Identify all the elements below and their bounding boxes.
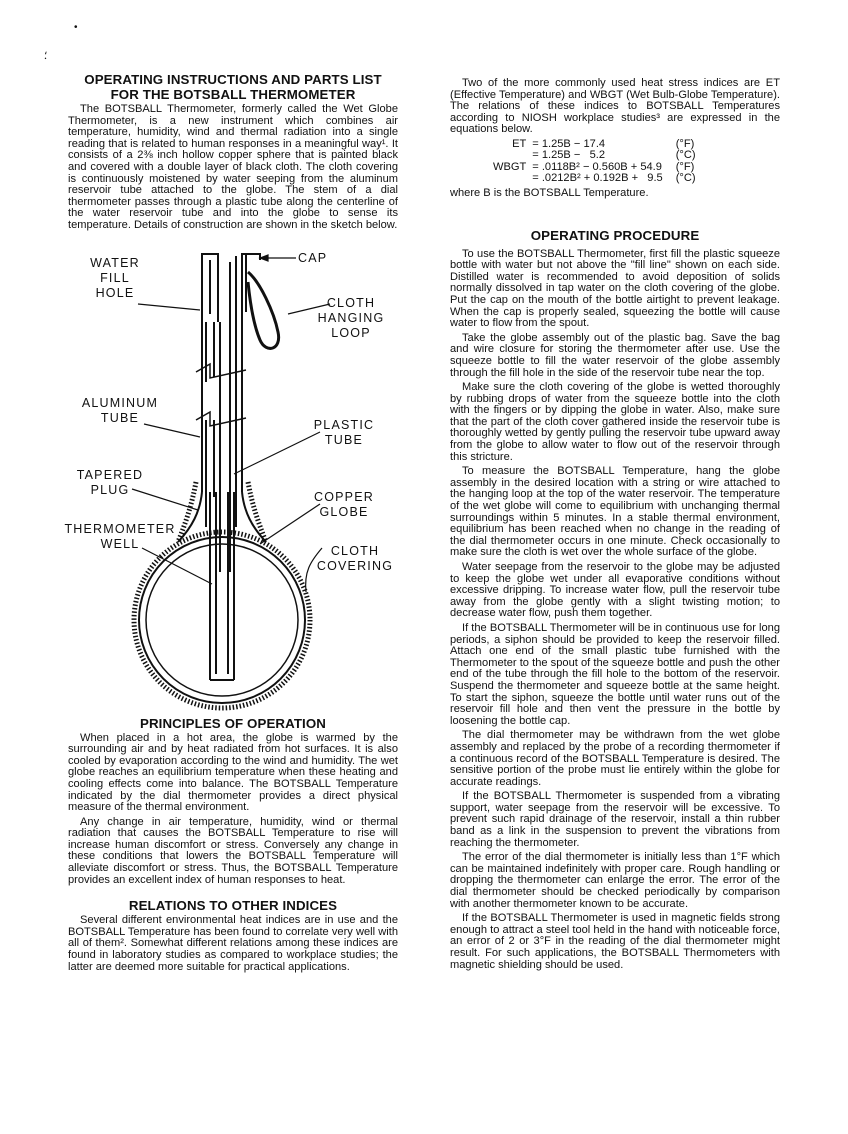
label-line: WATER (90, 255, 140, 270)
label-thermometer-well (60, 522, 180, 552)
indices-intro-paragraph: Two of the more commonly used heat stress indices are ET (Effective Temperature) and WBGT (Wet Bulb-Globe Temperature). The relations of these indices to BOTSBALL Temperatures according to NIOSH workplace studies³ are expressed in the equations below. (450, 77, 780, 136)
label-line: GLOBE (319, 504, 369, 519)
principles-paragraph-1: When placed in a hot area, the globe is warmed by the surrounding air and by heat radiated from hot surfaces. It is also cooled by evaporation according to the wind and humidity. The wet globe reaches an equilibrium temperature when these heating and cooling effects come into balance. The BOTSBALL Temperature indicated by the dial thermometer provides a direct physical measure of the thermal environment. (68, 731, 398, 814)
equation-row (490, 173, 699, 185)
intro-paragraph: The BOTSBALL Thermometer, formerly called the Wet Globe Thermometer, is a new instrument which combines air temperature, humidity, wind and thermal radiation into a single reading that is related to human responses in a meaningful way¹. It consists of a 2⅜ inch hollow copper sphere that is painted black and covered with a double layer of black cloth. The cloth covering is continuously moistened by water seeping from the aluminum reservoir tube attached to the globe. The stem of a dial thermometer passes through a plastic tube along the centerline of the water reservoir tube and into the globe to sense its temperature. Details of construction are shown in the sketch below. (68, 103, 398, 231)
label-line: PLUG (90, 482, 130, 497)
equation-unit: (°F) (675, 137, 695, 150)
equation-unit: (°C) (675, 172, 696, 185)
label-line: COPPER (314, 489, 374, 504)
label-cloth-hanging-loop (312, 296, 390, 341)
procedure-paragraph-6: If the BOTSBALL Thermometer will be in continuous use for long periods, a siphon should be provided to keep the reservoir filled. Attach one end of the small plastic tube furnished with the Thermometer to the spout of the squeeze bottle and push the other end of the tube through the fill hole to the bottom of the reservoir. Suspend the thermometer and squeeze bottle at the same height. To start the siphon, squeeze the bottle until water runs out of the reservoir fill hole and then vent the pressure in the bottle by loosening the bottle cap. (450, 621, 780, 727)
label-copper-globe (310, 490, 378, 520)
equation-unit: (°F) (675, 160, 695, 173)
equation-rhs: = .0118B² − 0.560B + 54.9 (532, 160, 662, 173)
label-line: TAPERED (76, 467, 144, 482)
label-line: HOLE (95, 285, 135, 300)
equations-block (450, 139, 780, 185)
label-tapered-plug (68, 468, 152, 498)
document-title-line-2: FOR THE BOTSBALL THERMOMETER (110, 87, 356, 102)
procedure-paragraph-10: If the BOTSBALL Thermometer is used in magnetic fields strong enough to attract a steel tool held in the hand with noticeable force, an error of 2 or 3°F in the reading of the dial thermometer might result. For such applications, the BOTSBALL Thermometers with magnetic shielding should be used. (450, 912, 780, 971)
label-line: COVERING (316, 558, 394, 573)
procedure-paragraph-1: To use the BOTSBALL Thermometer, first fill the plastic squeeze bottle with water but not above the "fill line" shown on each side. Distilled water is recommended to avoid deposition of solids normally dissolved in tap water on the cloth covering of the globe. Put the cap on the mouth of the bottle airtight to prevent leakage. When the cap is properly sealed, squeezing the bottle will cause water to flow from the spout. (450, 247, 780, 330)
relations-heading: RELATIONS TO OTHER INDICES (128, 898, 338, 914)
procedure-paragraph-2: Take the globe assembly out of the plastic bag. Save the bag and wire closure for storing the thermometer after use. Use the squeeze bottle to fill the water reservoir of the globe assembly through the fill hole in the side of the reservoir tube near the top. (450, 331, 780, 379)
procedure-paragraph-4: To measure the BOTSBALL Temperature, hang the globe assembly in the desired location with a string or wire attached to the hanging loop at the top of the water reservoir. The temperature of the wet globe will come to equilibrium with unchanging thermal surroundings within 5 minutes. In a stable thermal environment, equilibrium has been reached when no change in the reading of the dial thermometer occurs in one minute. Check occasionally to make sure the cloth is wet over the whole surface of the globe. (450, 465, 780, 559)
right-column (450, 78, 780, 971)
equations-table (490, 139, 699, 185)
label-line: PLASTIC (313, 417, 375, 432)
scan-mark: ⸵ (44, 50, 47, 62)
equation-rhs: = 1.25B − 5.2 (532, 149, 606, 162)
equation-lhs: ET (512, 137, 527, 150)
label-line: ALUMINUM (81, 395, 159, 410)
procedure-paragraph-7: The dial thermometer may be withdrawn from the wet globe assembly and replaced by the probe of a recording thermometer if a continuous record of the BOTSBALL Temperature is desired. The sensitive portion of the probe must lie entirely within the globe for accurate readings. (450, 729, 780, 788)
where-line: where B is the BOTSBALL Temperature. (450, 186, 649, 199)
label-line: THERMOMETER (64, 521, 176, 536)
label-line: WELL (100, 536, 140, 551)
procedure-paragraph-3: Make sure the cloth covering of the globe is wetted thoroughly by rubbing drops of water from the squeeze bottle into the cloth with the fingers or by dipping the globe in water. Also, make sure that the part of the cloth cover gathered inside the reservoir tube is thoroughly wetted by gently pulling the reservoir tube upward away from the globe to allow water to flow out of the reservoir through this stricture. (450, 381, 780, 463)
label-line: LOOP (331, 325, 371, 340)
label-line: HANGING (317, 310, 385, 325)
procedure-paragraph-9: The error of the dial thermometer is initially less than 1°F which can be maintained indefinitely with proper care. Rough handling or dropping the thermometer can enlarge the error. The error of the dial thermometer should be checked periodically by comparison with another thermometer known to be accurate. (450, 851, 780, 910)
procedure-heading: OPERATING PROCEDURE (530, 227, 700, 243)
scan-speck: • (74, 22, 78, 33)
relations-paragraph: Several different environmental heat indices are in use and the BOTSBALL Temperature has been found to correlate very well with all of them². Somewhat different relations among these indices are found in laboratory studies as compared to workplace studies; the latter are deemed more suitable for practical applications. (68, 914, 398, 973)
label-water-fill-hole (82, 256, 148, 301)
equation-lhs: WBGT (493, 160, 527, 173)
label-plastic-tube (308, 418, 380, 448)
equation-rhs: = .0212B² + 0.192B + 9.5 (532, 172, 663, 185)
equation-lhs (490, 173, 529, 185)
document-title-line-1: OPERATING INSTRUCTIONS AND PARTS LIST (84, 72, 382, 87)
label-cloth-covering (314, 544, 396, 574)
label-line: CLOTH (326, 295, 376, 310)
equation-rhs: = 1.25B − 17.4 (532, 137, 606, 150)
principles-paragraph-2: Any change in air temperature, humidity, wind or thermal radiation that causes the BOTSBALL Temperature to rise will increase human discomfort or stress. Conversely any change in these conditions that lowers the BOTSBALL Temperature will alleviate discomfort or stress. Thus, the BOTSBALL Temperature provides an excellent index of human responses to heat. (68, 815, 398, 886)
principles-heading: PRINCIPLES OF OPERATION (139, 715, 326, 731)
label-line: TUBE (324, 432, 364, 447)
botsball-diagram (60, 242, 400, 712)
label-line: TUBE (100, 410, 140, 425)
label-cap: CAP (298, 250, 328, 265)
left-column (64, 72, 398, 973)
cloth-covering-ring (134, 532, 310, 708)
label-line: CLOTH (330, 543, 380, 558)
procedure-paragraph-8: If the BOTSBALL Thermometer is suspended from a vibrating support, water seepage from the reservoir will be excessive. To prevent such rapid drainage of the reservoir, install a thin rubber band as a link in the suspension to prevent the vibrations from reaching the thermometer. (450, 790, 780, 849)
procedure-paragraph-5: Water seepage from the reservoir to the globe may be adjusted to keep the globe wet under all evaporative conditions without excessive dripping. To increase water flow, pull the reservoir tube away from the globe gently with a slight twisting motion; to decrease water flow, push them together. (450, 561, 780, 620)
label-line: FILL (100, 270, 130, 285)
label-aluminum-tube (72, 396, 168, 426)
equation-unit: (°C) (675, 149, 696, 162)
